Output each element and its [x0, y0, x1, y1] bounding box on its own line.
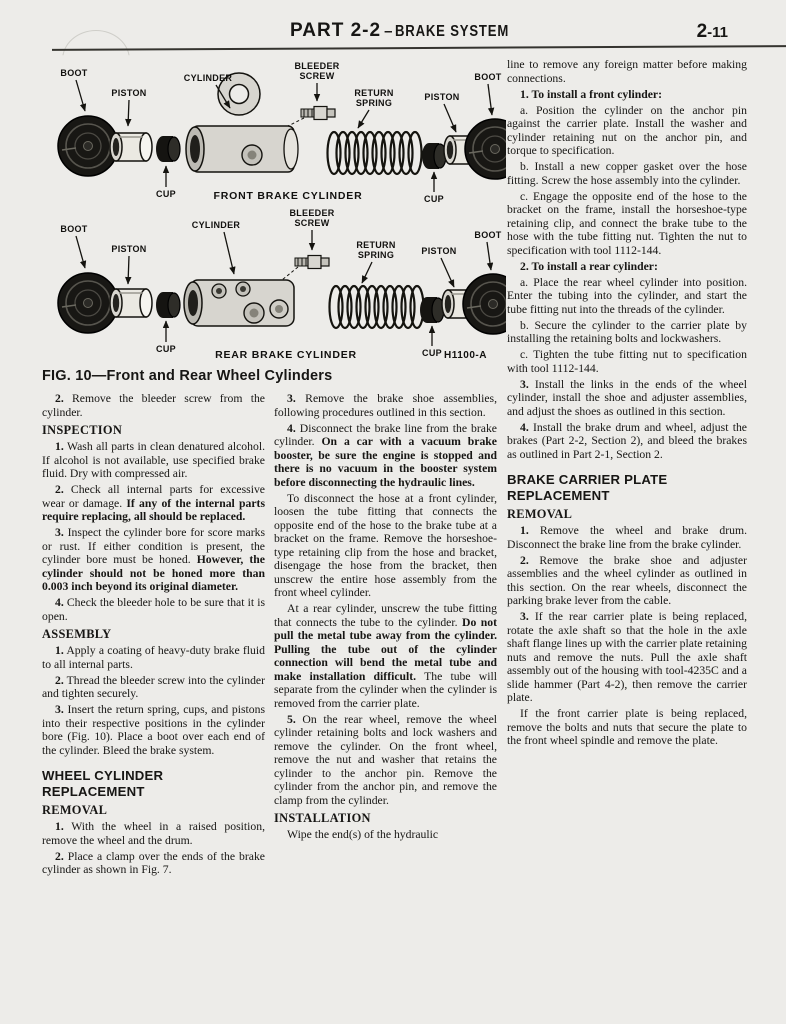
rear-boot-left-drawing [58, 273, 118, 333]
paragraph: 4. Check the bleeder hole to be sure that it is open. [42, 596, 265, 623]
rear-diagram-title: REAR BRAKE CYLINDER [215, 349, 357, 361]
paragraph: b. Secure the cylinder to the carrier plate by installing the retaining bolts and lockwashers. [507, 318, 747, 345]
paragraph: To disconnect the hose at a front cylinder, loosen the tube fitting that connects the opposite end of the hose to the brake tube at a bracket on the frame. Remove the horseshoe-type retaining clip from the hose and bracket, disengage the hose from the bracket, then unscrew the entire hose assembly from the front wheel cylinder. [274, 491, 497, 599]
figure-label-cylinder: CYLINDER [191, 220, 241, 230]
figure-label-cup: CUP [422, 348, 442, 358]
page-number-minor: -11 [707, 24, 728, 41]
paragraph: 1. Wash all parts in clean denatured alcohol. If alcohol is not available, use specified brake fluid. Dry with compressed air. [42, 440, 265, 480]
header-separator: – [384, 23, 393, 40]
figure-code: H1100-A [444, 350, 487, 361]
figure-label-piston: PISTON [424, 92, 460, 102]
paragraph: 3. Inspect the cylinder bore for score marks or rust. If either condition is present, the cylinder bore must be honed. However, the cylinder should not be honed more than 0.003 inch beyond its original diameter. [42, 526, 265, 593]
figure-label-bleeder-screw: BLEEDER [289, 208, 335, 218]
part-number: PART 2-2 [290, 20, 382, 41]
figure-label-bleeder-screw: SCREW [294, 218, 330, 228]
rear-cup-right-drawing [420, 297, 444, 323]
figure-label-return-spring: RETURN [354, 88, 394, 98]
subsection-heading: REMOVAL [42, 803, 108, 817]
front-cup-right-drawing [422, 143, 446, 169]
paragraph: 4. Install the brake drum and wheel, adjust the brakes (Part 2-2, Section 2), and bleed the brakes as outlined in Part 2-1, Section 2. [507, 420, 747, 461]
subsection-heading: INSTALLATION [274, 811, 371, 825]
paragraph: 2. To install a rear cylinder: [520, 259, 658, 273]
figure-label-bleeder-screw: SCREW [299, 71, 335, 81]
paragraph: a. Place the rear wheel cylinder into position. Enter the tubing into the cylinder, and start the tube fitting nut into the threads of the cylinder. [507, 275, 747, 316]
paragraph: 2. Place a clamp over the ends of the brake cylinder as shown in Fig. 7. [42, 849, 265, 876]
text-column-right [507, 58, 747, 750]
paragraph: 4. Disconnect the brake line from the brake cylinder. On a car with a vacuum brake booster, be sure the engine is stopped and there is no vacuum in the booster system before disconnecting the hydraulic lines. [274, 421, 497, 489]
paragraph: line to remove any foreign matter before making connections. [507, 58, 747, 85]
rear-return-spring-drawing [330, 286, 424, 328]
figure-label-return-spring: RETURN [356, 240, 396, 250]
figure-label-boot: BOOT [60, 68, 88, 78]
figure-label-piston: PISTON [421, 246, 457, 256]
section-title: BRAKE SYSTEM [395, 23, 510, 40]
rear-bleeder-screw-drawing [295, 256, 329, 269]
paragraph: 2. Thread the bleeder screw into the cylinder and tighten securely. [42, 673, 265, 700]
figure-label-cup: CUP [156, 344, 176, 354]
figure-label-cup: CUP [156, 189, 176, 199]
paragraph: 1. Remove the wheel and brake drum. Disconnect the brake line from the brake cylinder. [507, 524, 747, 551]
section-heading: WHEEL CYLINDER REPLACEMENT [42, 768, 164, 799]
paragraph: a. Position the cylinder on the anchor pin against the carrier plate. Install the washer and cylinder retaining nut on the anchor pin, and torque to specification. [507, 103, 747, 157]
paragraph: 5. On the rear wheel, remove the wheel cylinder retaining bolts and lock washers and remove the cylinder. On the front wheel, remove the nut and washer that retains the cylinder to the anchor pin. Remove the cylinder from the anchor pin, and remove the clamp from the cylinder. [274, 712, 497, 807]
text-column-middle [274, 392, 497, 844]
bleeder-leader-line [282, 267, 298, 280]
rear-cylinder-body-drawing [184, 280, 294, 326]
front-cylinder-body-drawing [183, 73, 298, 172]
subsection-heading: REMOVAL [507, 507, 573, 521]
rear-piston-left-drawing [110, 289, 152, 317]
paragraph: At a rear cylinder, unscrew the tube fitting that connects the tube to the cylinder. Do not pull the metal tube away from the cylinder. Pulling the tube out of the cylinder connection will bend the metal tube and make installation difficult. The tube will separate from the cylinder when the cylinder is removed from the carrier plate. [274, 602, 497, 710]
paragraph: 1. Apply a coating of heavy-duty brake fluid to all internal parts. [42, 644, 265, 671]
paragraph: If the front carrier plate is being replaced, remove the bolts and nuts that secure the plate to the front wheel spindle and remove the plate. [507, 707, 747, 747]
figure-label-piston: PISTON [111, 88, 147, 98]
subsection-heading: ASSEMBLY [42, 627, 112, 641]
paragraph: 2. Remove the bleeder screw from the cylinder. [42, 392, 265, 419]
paragraph: 2. Check all internal parts for excessive wear or damage. If any of the internal parts require replacing, all should be replaced. [42, 483, 265, 523]
rear-brake-cylinder-diagram [58, 208, 506, 361]
front-boot-right-drawing [465, 119, 506, 179]
section-heading: BRAKE CARRIER PLATE REPLACEMENT [507, 472, 668, 503]
front-piston-left-drawing [110, 133, 152, 161]
figure-label-piston: PISTON [111, 244, 147, 254]
text-column-left [42, 392, 265, 879]
paragraph: 3. Remove the brake shoe assemblies, following procedures outlined in this section. [274, 392, 497, 419]
figure-label-boot: BOOT [60, 224, 88, 234]
figure-label-return-spring: SPRING [357, 250, 395, 260]
page-header [290, 20, 535, 42]
figure-caption: FIG. 10—Front and Rear Wheel Cylinders [42, 368, 333, 384]
paragraph: 1. To install a front cylinder: [520, 87, 662, 101]
front-bleeder-screw-drawing [301, 107, 335, 120]
header-rule [52, 45, 786, 51]
paragraph: c. Engage the opposite end of the hose to the bracket on the frame, install the horseshoe-type retaining clip, and connect the brake tube to the hose with the tube fitting nut. Tighten the nut to specification with tool 1112-144. [507, 189, 747, 257]
rear-cup-left-drawing [156, 292, 180, 318]
figure-label-return-spring: SPRING [355, 98, 393, 108]
front-boot-left-drawing [58, 116, 118, 176]
paragraph: Wipe the end(s) of the hydraulic [287, 828, 439, 841]
wheel-cylinders-figure [36, 56, 506, 366]
paragraph: 3. Insert the return spring, cups, and pistons into their respective positions in the cylinder bore (Fig. 10). Place a boot over each end of the cylinder. Bleed the brake system. [42, 703, 265, 757]
paragraph: 3. If the rear carrier plate is being replaced, rotate the axle shaft so that the hole in the axle shaft flange lines up with the carrier plate retaining nuts and remove the nuts. Pull the axle shaft assembly out of the housing with tool-4235C and a slide hammer (Part 4-2), then remove the carrier plate. [507, 610, 747, 704]
rear-boot-right-drawing [463, 274, 506, 334]
figure-label-cup: CUP [424, 194, 444, 204]
figure-label-bleeder-screw: BLEEDER [294, 61, 340, 71]
paragraph: 1. With the wheel in a raised position, remove the wheel and the drum. [42, 820, 265, 847]
figure-label-cylinder: CYLINDER [183, 73, 233, 83]
bleeder-leader-line [288, 118, 304, 126]
front-cup-left-drawing [156, 136, 180, 162]
paragraph: b. Install a new copper gasket over the hose fitting. Screw the hose assembly into the cylinder. [507, 160, 747, 187]
paragraph: 2. Remove the brake shoe and adjuster assemblies and the wheel cylinder as outlined in this section. On the rear wheels, disconnect the parking brake lever from the cable. [507, 553, 747, 607]
subsection-heading: INSPECTION [42, 423, 123, 437]
front-diagram-title: FRONT BRAKE CYLINDER [213, 190, 363, 202]
paragraph: 3. Install the links in the ends of the wheel cylinder, install the shoe and adjuster assemblies, and adjust the shoes as outlined in this section. [507, 377, 747, 418]
page-number [697, 21, 728, 43]
figure-label-boot: BOOT [474, 230, 502, 240]
paragraph: c. Tighten the tube fitting nut to specification with tool 1112-144. [507, 348, 747, 375]
front-return-spring-drawing [328, 132, 422, 174]
page-number-major: 2 [696, 21, 708, 42]
figure-label-boot: BOOT [474, 72, 502, 82]
front-brake-cylinder-diagram [58, 61, 506, 204]
